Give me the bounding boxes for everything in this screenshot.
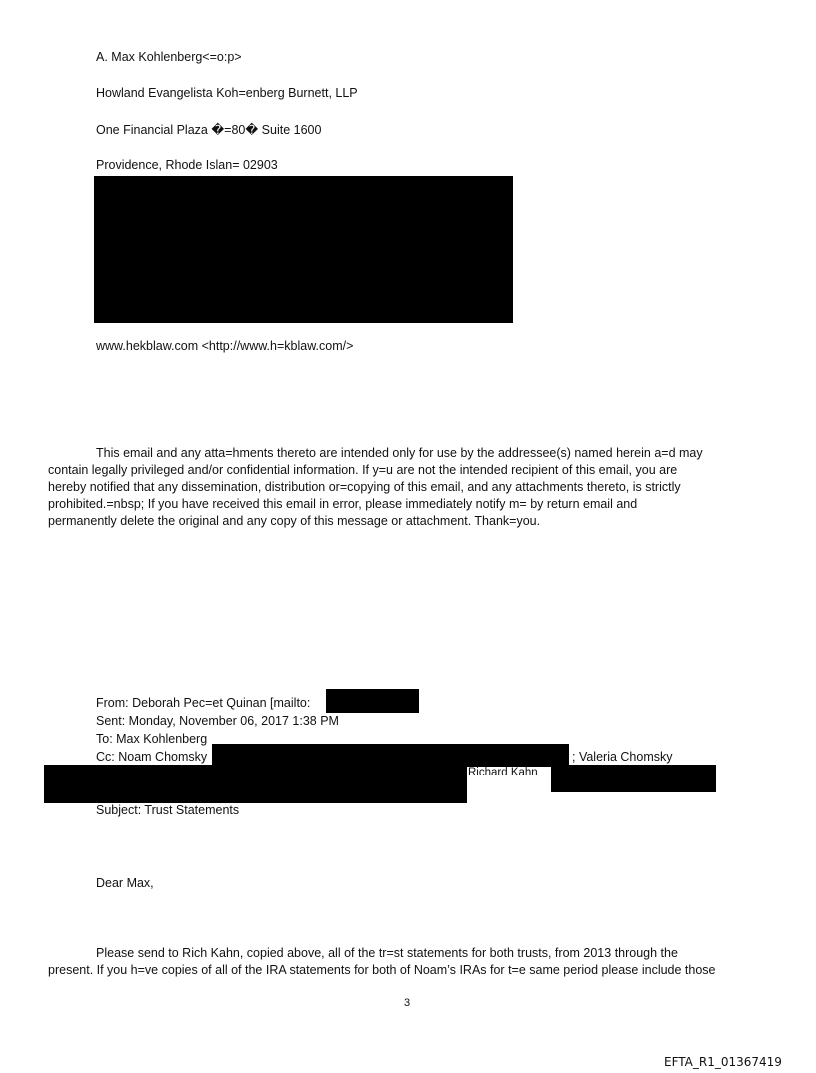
email-cc-tail: ; Valeria Chomsky	[572, 750, 673, 764]
email-cc: Cc: Noam Chomsky	[96, 750, 208, 764]
email-cc-line2: Richard Kahn	[468, 767, 538, 775]
disclaimer-line: permanently delete the original and any copy of this message or attachment. Thank=you.	[48, 514, 541, 528]
email-sent: Sent: Monday, November 06, 2017 1:38 PM	[96, 714, 339, 728]
email-subject: Subject: Trust Statements	[96, 803, 240, 817]
redaction-block	[212, 744, 569, 767]
body-line: Please send to Rich Kahn, copied above, all of the tr=st statements for both trusts, from 2013 through the	[96, 946, 678, 960]
disclaimer-line: prohibited.=nbsp; If you have received this email in error, please immediately notify m= by return email and	[48, 497, 638, 511]
signature-name: A. Max Kohlenberg<=o:p>	[96, 50, 242, 64]
email-from: From: Deborah Pec=et Quinan [mailto:	[96, 696, 311, 710]
email-to: To: Max Kohlenberg	[96, 732, 208, 746]
document-id: EFTA_R1_01367419	[664, 1055, 782, 1069]
disclaimer-line: hereby notified that any dissemination, distribution or=copying of this email, and any attachments thereto, is strictly	[48, 480, 681, 494]
redaction-block	[94, 176, 513, 323]
disclaimer-line: This email and any atta=hments thereto are intended only for use by the addressee(s) named herein a=d may	[96, 446, 703, 460]
body-line: present. If you h=ve copies of all of the IRA statements for both of Noam’s IRAs for t=e same period please include those	[48, 963, 716, 977]
email-body-paragraph	[48, 945, 778, 979]
redaction-block	[551, 765, 716, 792]
signature-address-line2: Providence, Rhode Islan= 02903	[96, 158, 278, 172]
signature-firm: Howland Evangelista Koh=enberg Burnett, LLP	[96, 86, 358, 100]
email-greeting: Dear Max,	[96, 876, 154, 890]
signature-address-line1: One Financial Plaza �=80� Suite 1600	[96, 123, 322, 137]
disclaimer-paragraph	[48, 445, 778, 530]
redaction-block	[44, 765, 467, 803]
signature-website: www.hekblaw.com <http://www.h=kblaw.com/>	[96, 339, 354, 353]
disclaimer-line: contain legally privileged and/or confidential information. If y=u are not the intended recipient of this email, you are	[48, 463, 678, 477]
redaction-block	[326, 689, 419, 713]
page-number: 3	[404, 997, 411, 1009]
